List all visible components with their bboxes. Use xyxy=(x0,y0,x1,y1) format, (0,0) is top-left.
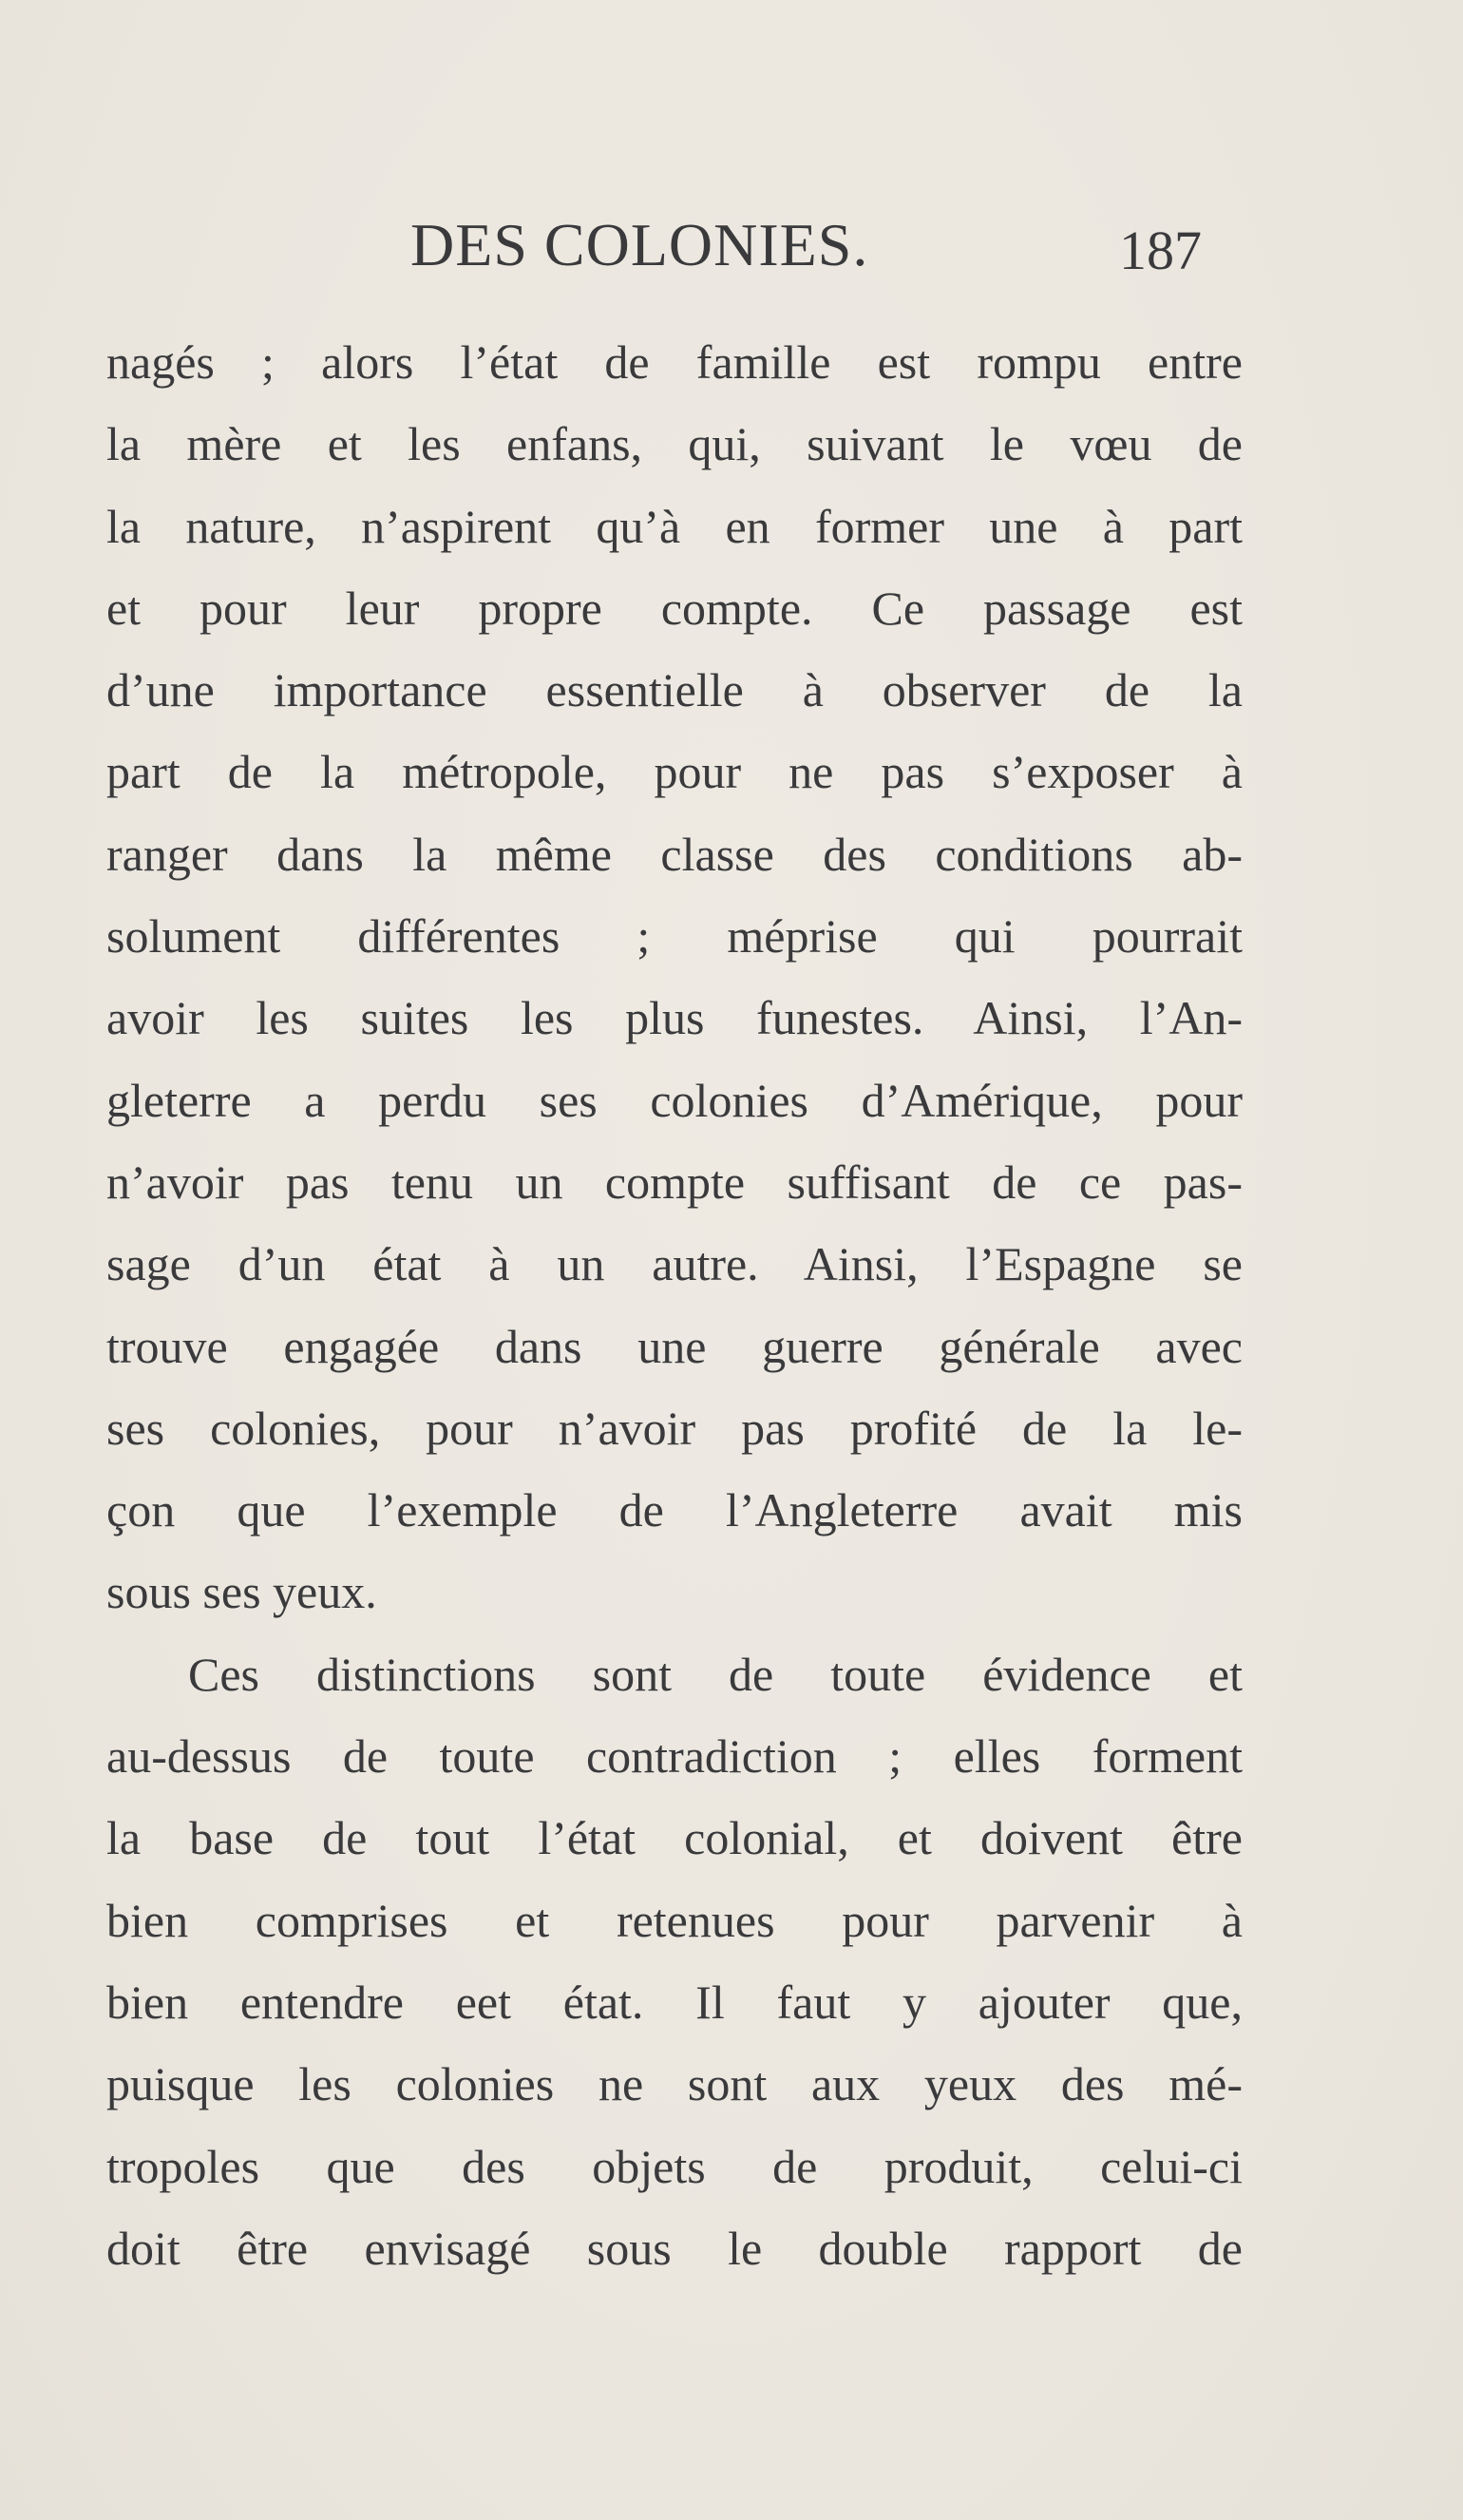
text-line: avoir les suites les plus funestes. Ainsi, l’An- xyxy=(106,991,1243,1045)
text-line: la mère et les enfans, qui, suivant le vœu de xyxy=(106,417,1243,471)
text-line: tropoles que des objets de produit, celui-ci xyxy=(106,2139,1243,2193)
text-line: n’avoir pas tenu un compte suffisant de ce pas- xyxy=(106,1155,1243,1209)
running-title: DES COLONIES. xyxy=(410,211,869,278)
text-line: bien comprises et retenues pour parvenir à xyxy=(106,1893,1243,1947)
text-line: et pour leur propre compte. Ce passage est xyxy=(106,581,1243,635)
text-line: ranger dans la même classe des conditions ab- xyxy=(106,827,1243,881)
body-text xyxy=(106,321,1243,2289)
text-line: Ces distinctions sont de toute évidence et xyxy=(188,1647,1243,1701)
text-line: au-dessus de toute contradiction ; elles forment xyxy=(106,1729,1243,1784)
text-line: part de la métropole, pour ne pas s’exposer à xyxy=(106,745,1243,799)
text-line: la base de tout l’état colonial, et doivent être xyxy=(106,1811,1243,1865)
text-line: nagés ; alors l’état de famille est rompu entre xyxy=(106,335,1243,389)
text-line: sage d’un état à un autre. Ainsi, l’Espagne se xyxy=(106,1237,1243,1291)
text-line: çon que l’exemple de l’Angleterre avait mis xyxy=(106,1483,1243,1537)
text-line: solument différentes ; méprise qui pourrait xyxy=(106,909,1243,964)
page-number: 187 xyxy=(1119,220,1202,281)
text-line: bien entendre eet état. Il faut y ajouter que, xyxy=(106,1975,1243,2029)
text-line: d’une importance essentielle à observer de la xyxy=(106,663,1243,717)
text-line: la nature, n’aspirent qu’à en former une à part xyxy=(106,499,1243,553)
text-line: doit être envisagé sous le double rapport de xyxy=(106,2221,1243,2275)
page-header xyxy=(0,207,1463,283)
text-line: sous ses yeux. xyxy=(106,1565,377,1619)
text-line: gleterre a perdu ses colonies d’Amérique, pour xyxy=(106,1073,1243,1127)
text-line: trouve engagée dans une guerre générale avec xyxy=(106,1319,1243,1373)
text-line: puisque les colonies ne sont aux yeux des mé- xyxy=(106,2057,1243,2111)
text-line: ses colonies, pour n’avoir pas profité de la le- xyxy=(106,1401,1243,1455)
